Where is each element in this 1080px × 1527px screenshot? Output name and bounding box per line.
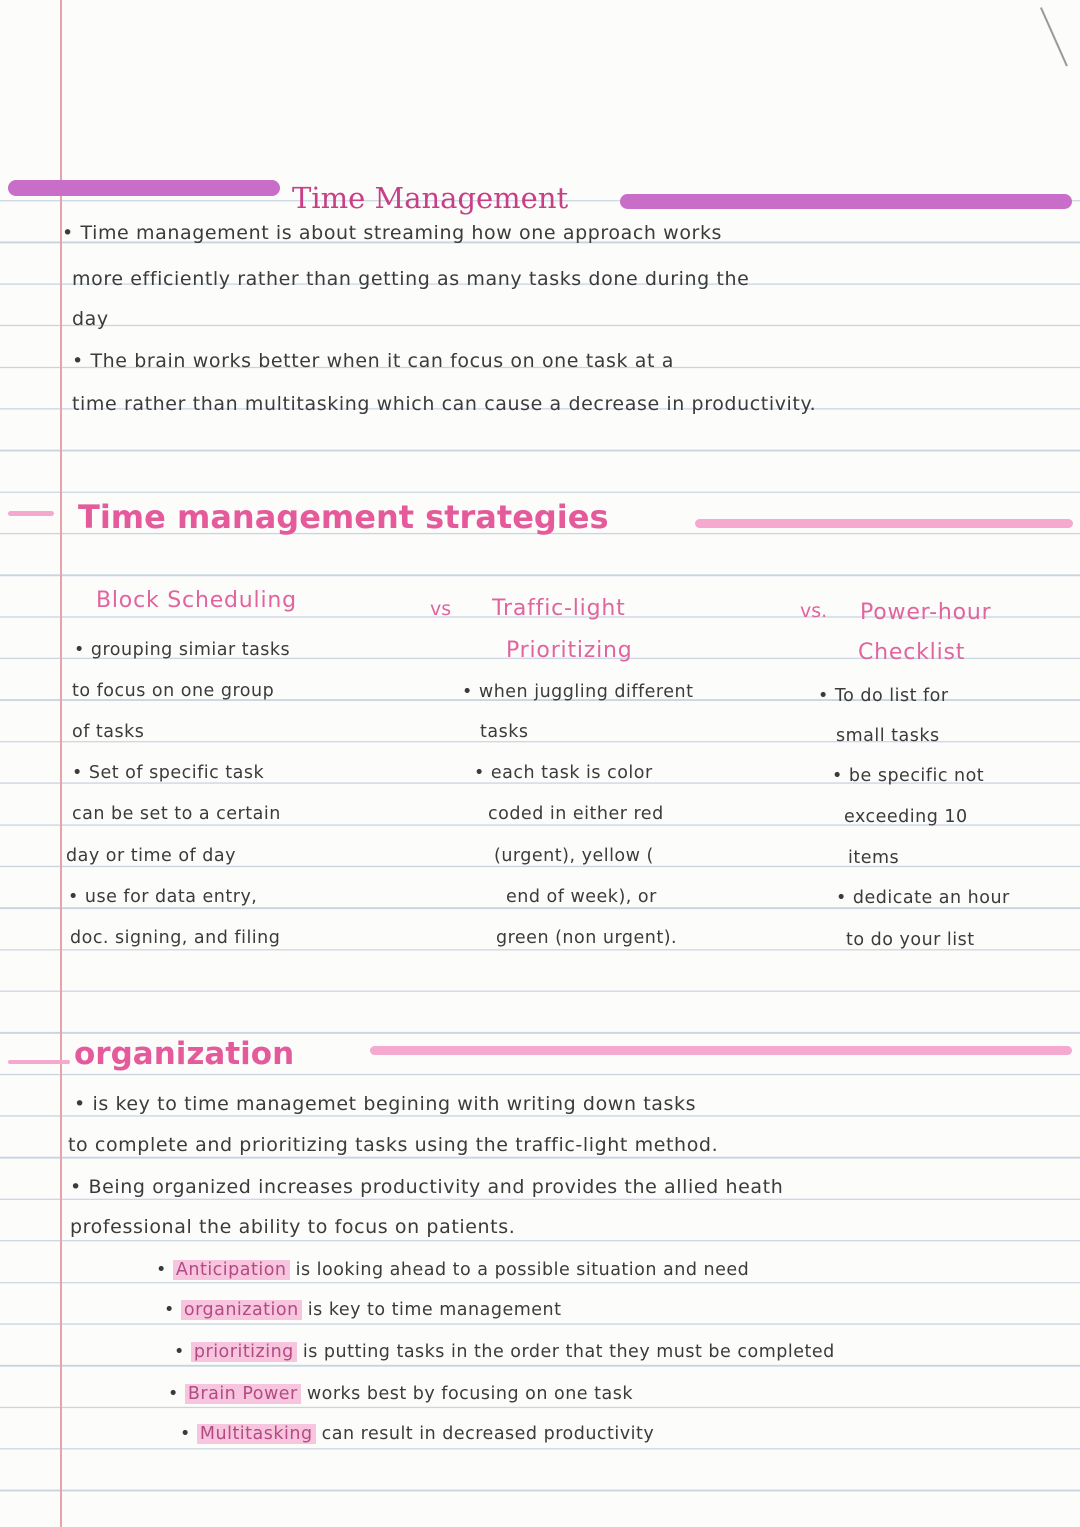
power-line: small tasks xyxy=(836,726,940,746)
power-line: • be specific not xyxy=(832,766,985,786)
block-line: doc. signing, and filing xyxy=(70,928,281,948)
power-hour-title-1: Power-hour xyxy=(860,600,992,625)
block-line: to focus on one group xyxy=(72,681,275,701)
block-line: • grouping simiar tasks xyxy=(74,640,291,660)
power-line: items xyxy=(848,848,900,868)
power-hour-title-2: Checklist xyxy=(858,640,966,665)
term-description: is key to time management xyxy=(307,1300,562,1320)
block-line: • use for data entry, xyxy=(68,887,258,907)
intro-line-2: more efficiently rather than getting as many tasks done during the xyxy=(72,268,750,290)
power-line: exceeding 10 xyxy=(844,807,968,827)
paper-header-space xyxy=(0,0,1080,158)
organization-dash xyxy=(8,1060,70,1064)
title-highlight-left xyxy=(8,180,280,196)
term-name: Multitasking xyxy=(197,1424,316,1444)
organization-line: • is key to time managemet begining with writing down tasks xyxy=(74,1093,697,1115)
traffic-line: (urgent), yellow ( xyxy=(494,846,654,866)
organization-line: professional the ability to focus on patients. xyxy=(70,1216,516,1238)
traffic-light-title-1: Traffic-light xyxy=(492,596,626,621)
term-description: can result in decreased productivity xyxy=(321,1424,655,1444)
term-name: organization xyxy=(181,1300,302,1320)
organization-heading: organization xyxy=(74,1036,295,1072)
organization-highlight xyxy=(370,1046,1072,1055)
term-name: Anticipation xyxy=(173,1260,290,1280)
intro-line-5: time rather than multitasking which can cause a decrease in productivity. xyxy=(72,393,817,415)
strategies-highlight xyxy=(695,519,1073,528)
term-description: works best by focusing on one task xyxy=(306,1384,633,1404)
term-item: • Brain Power works best by focusing on one task xyxy=(168,1384,633,1404)
block-line: can be set to a certain xyxy=(72,804,281,824)
organization-line: • Being organized increases productivity and provides the allied heath xyxy=(70,1176,784,1198)
intro-line-1: • Time management is about streaming how one approach works xyxy=(62,222,723,244)
term-description: is looking ahead to a possible situation and need xyxy=(295,1260,750,1280)
term-name: Brain Power xyxy=(185,1384,301,1404)
intro-line-4: • The brain works better when it can focus on one task at a xyxy=(72,350,674,372)
block-line: day or time of day xyxy=(66,846,236,866)
term-item: • prioritizing is putting tasks in the order that they must be completed xyxy=(174,1342,835,1362)
block-line: of tasks xyxy=(72,722,145,742)
traffic-line: coded in either red xyxy=(488,804,664,824)
traffic-light-title-2: Prioritizing xyxy=(506,638,633,663)
term-item: • Multitasking can result in decreased productivity xyxy=(180,1424,655,1444)
traffic-line: • when juggling different xyxy=(462,682,694,702)
term-item: • Anticipation is looking ahead to a possible situation and need xyxy=(156,1260,750,1280)
power-line: to do your list xyxy=(846,930,975,950)
power-line: • To do list for xyxy=(818,686,949,706)
strategies-dash xyxy=(8,511,54,516)
traffic-line: tasks xyxy=(480,722,529,742)
title-highlight-right xyxy=(620,194,1072,209)
term-item: • organization is key to time management xyxy=(164,1300,562,1320)
power-line: • dedicate an hour xyxy=(836,888,1010,908)
strategies-heading: Time management strategies xyxy=(78,498,609,536)
traffic-line: • each task is color xyxy=(474,763,653,783)
block-line: • Set of specific task xyxy=(72,763,265,783)
traffic-line: end of week), or xyxy=(506,887,657,907)
block-scheduling-title: Block Scheduling xyxy=(96,588,297,613)
traffic-line: green (non urgent). xyxy=(496,928,678,948)
term-description: is putting tasks in the order that they must be completed xyxy=(302,1342,835,1362)
page-title: Time Management xyxy=(292,181,569,215)
organization-line: to complete and prioritizing tasks using the traffic-light method. xyxy=(68,1134,719,1156)
term-name: prioritizing xyxy=(191,1342,297,1362)
intro-line-3: day xyxy=(72,308,109,330)
vs-label-1: vs xyxy=(430,598,452,620)
vs-label-2: vs. xyxy=(800,600,828,622)
